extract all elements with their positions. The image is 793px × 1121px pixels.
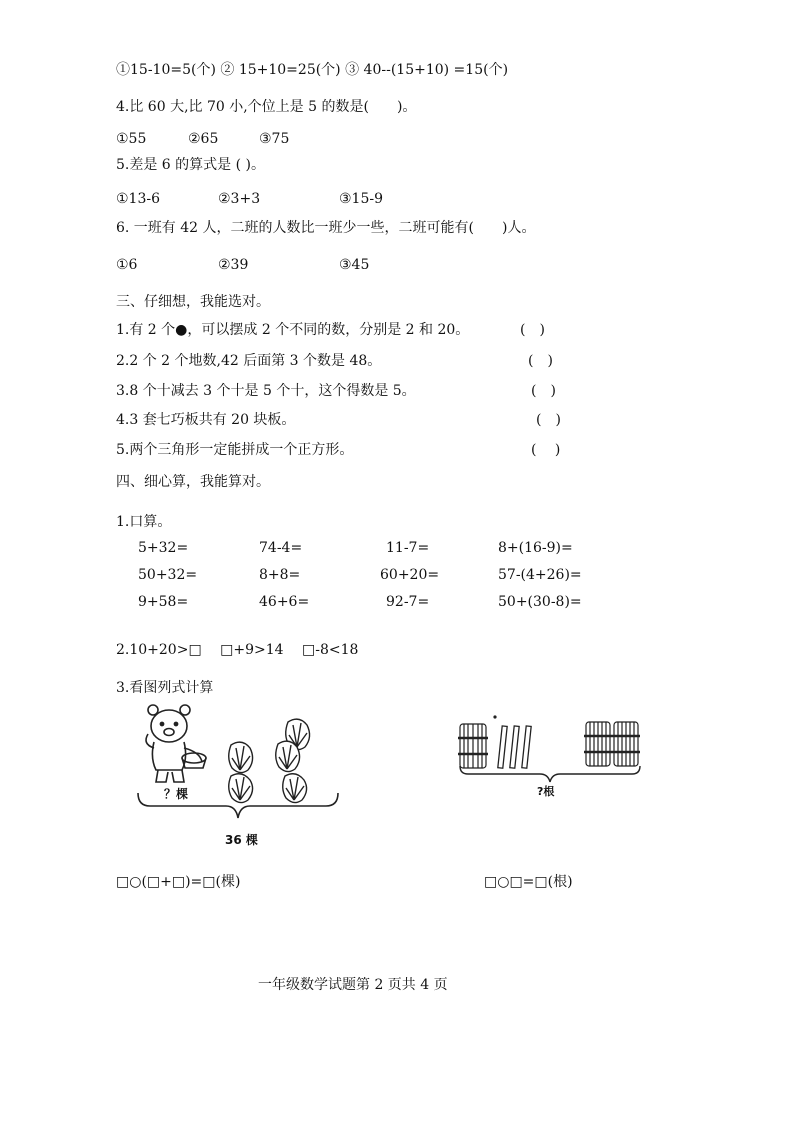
oral-cell: 50+32= xyxy=(138,567,198,583)
oral-cell: 8+8= xyxy=(259,567,301,583)
q6-stem: 6. 一班有 42 人，二班的人数比一班少一些，二班可能有( )人。 xyxy=(116,220,536,236)
left-total-label: 36 棵 xyxy=(225,833,258,847)
q5-stem: 5.差是 6 的算式是 ( )。 xyxy=(116,157,265,173)
right-unknown-label: ?根 xyxy=(537,785,555,798)
stick-bundle-icon xyxy=(612,722,640,766)
page-footer: 一年级数学试题第 2 页共 4 页 xyxy=(258,977,448,993)
s3-item-3: 3.8 个十减去 3 个十是 5 个十，这个得数是 5。 xyxy=(116,383,416,399)
oral-cell: 5+32= xyxy=(138,540,189,556)
q5-option-2: ②3+3 xyxy=(218,191,261,207)
oral-cell: 60+20= xyxy=(380,567,440,583)
dot-mark xyxy=(493,715,496,718)
s3-item-2: 2.2 个 2 个地数,42 后面第 3 个数是 48。 xyxy=(116,353,382,369)
oral-cell: 46+6= xyxy=(259,594,310,610)
left-unknown-label: ？棵 xyxy=(164,787,189,801)
s3-item-1-paren[interactable]: ( ) xyxy=(520,322,545,338)
q6-option-3: ③45 xyxy=(339,257,370,273)
q5-option-1: ①13-6 xyxy=(116,191,161,207)
q4-option-2: ②65 xyxy=(188,131,219,147)
s3-item-5: 5.两个三角形一定能拼成一个正方形。 xyxy=(116,442,354,458)
oral-cell: 11-7= xyxy=(386,540,430,556)
cabbage-icon xyxy=(229,774,253,803)
section4-title: 四、细心算，我能算对。 xyxy=(116,474,270,490)
cabbage-icon xyxy=(283,774,307,803)
oral-cell: 50+(30-8)= xyxy=(498,594,582,610)
bear-icon xyxy=(146,705,206,782)
s3-item-4-paren[interactable]: ( ) xyxy=(536,412,561,428)
bear-cabbage-figure xyxy=(128,700,348,855)
s3-item-5-paren[interactable]: ( ) xyxy=(531,442,561,458)
q4-option-1: ①55 xyxy=(116,131,147,147)
left-formula[interactable]: □○(□+□)=□(棵) xyxy=(116,874,241,890)
s3-item-1: 1.有 2 个●，可以摆成 2 个不同的数，分别是 2 和 20。 xyxy=(116,322,470,338)
sticks-figure xyxy=(452,710,652,790)
section3-title: 三、仔细想，我能选对。 xyxy=(116,294,270,310)
s3-item-3-paren[interactable]: ( ) xyxy=(531,383,556,399)
q4-option-3: ③75 xyxy=(259,131,290,147)
s3-item-4: 4.3 套七巧板共有 20 块板。 xyxy=(116,412,296,428)
q5-option-3: ③15-9 xyxy=(339,191,384,207)
q4-stem: 4.比 60 大,比 70 小,个位上是 5 的数是( )。 xyxy=(116,99,417,115)
cabbage-icon xyxy=(229,742,253,772)
q6-option-1: ①6 xyxy=(116,257,138,273)
oral-heading: 1.口算。 xyxy=(116,514,172,530)
oral-cell: 8+(16-9)= xyxy=(498,540,573,556)
cabbage-icon xyxy=(276,741,300,771)
oral-cell: 9+58= xyxy=(138,594,189,610)
total-brace xyxy=(460,766,640,782)
right-formula[interactable]: □○□=□(根) xyxy=(484,874,573,890)
oral-cell: 74-4= xyxy=(259,540,303,556)
q3-options-line: ①15-10=5(个) ② 15+10=25(个) ③ 40--(15+10) =15(个) xyxy=(116,62,509,78)
picture-heading: 3.看图列式计算 xyxy=(116,680,214,696)
stick-bundle-icon xyxy=(584,722,612,766)
q6-option-2: ②39 xyxy=(218,257,249,273)
s3-item-2-paren[interactable]: ( ) xyxy=(528,353,553,369)
oral-cell: 57-(4+26)= xyxy=(498,567,582,583)
stick-bundle-icon xyxy=(458,724,488,768)
fill-line: 2.10+20>□ □+9>14 □-8<18 xyxy=(116,642,359,658)
single-stick-icon xyxy=(498,726,531,768)
oral-cell: 92-7= xyxy=(386,594,430,610)
